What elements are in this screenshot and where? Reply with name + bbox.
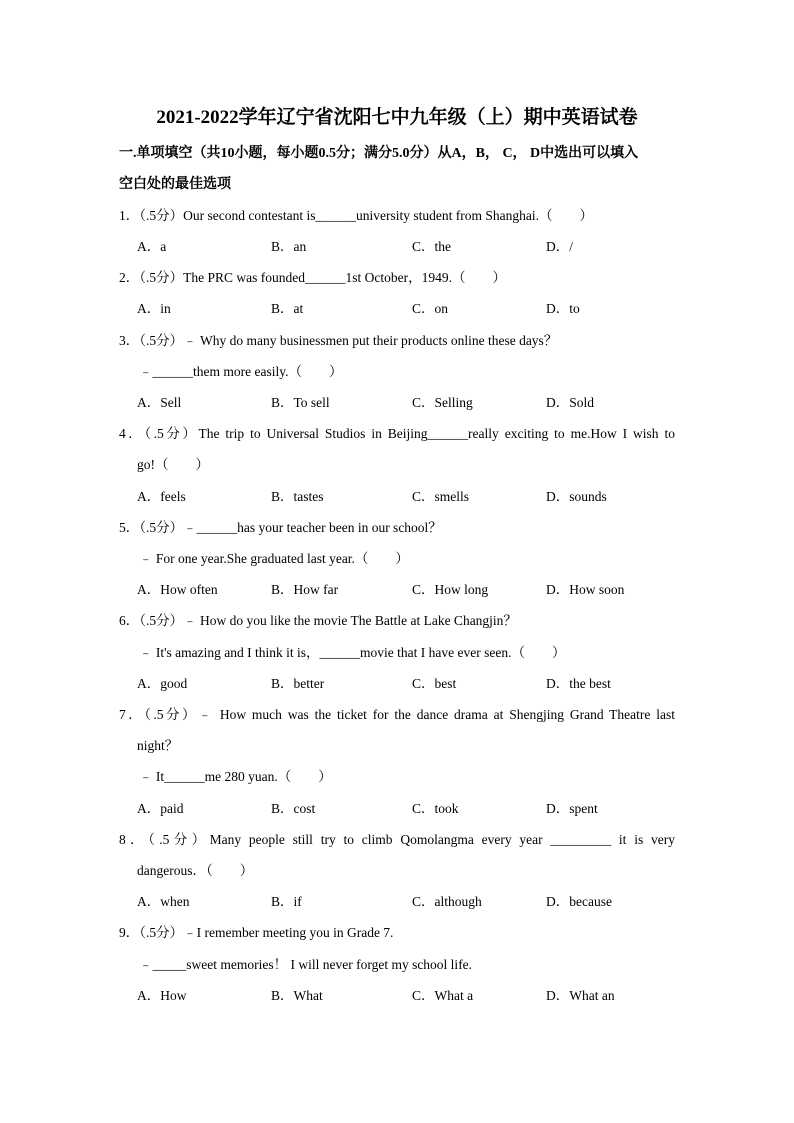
option-a: A．How bbox=[137, 988, 187, 1003]
option-a: A．a bbox=[137, 239, 167, 254]
option-c: C．best bbox=[412, 676, 457, 691]
option-b: B．if bbox=[271, 894, 302, 909]
option-b: B．What bbox=[271, 988, 323, 1003]
question-4-options bbox=[137, 481, 677, 512]
option-d: D．because bbox=[546, 894, 612, 909]
option-b: B．an bbox=[271, 239, 307, 254]
option-d: D．Sold bbox=[546, 395, 595, 410]
question-8-stem: 8．（.5分）Many people still try to climb Qomolangma every year _________ it is very bbox=[119, 832, 675, 847]
option-d: D．spent bbox=[546, 801, 598, 816]
option-a: A．good bbox=[137, 676, 188, 691]
question-1-options bbox=[137, 231, 677, 262]
option-b: B．To sell bbox=[271, 395, 330, 410]
question-4-stem: 4．（.5分）The trip to Universal Studios in Beijing______really exciting to me.How I wish to bbox=[119, 426, 675, 441]
question-9-options bbox=[137, 980, 677, 1011]
question-9-reply: ﹣_____sweet memories！ I will never forget my school life. bbox=[139, 957, 473, 972]
option-b: B．cost bbox=[271, 801, 316, 816]
option-c: C．although bbox=[412, 894, 482, 909]
question-5-reply: ﹣ For one year.She graduated last year.（ ） bbox=[139, 551, 409, 566]
option-b: B．tastes bbox=[271, 489, 324, 504]
option-a: A．when bbox=[137, 894, 190, 909]
question-7-reply: ﹣ It______me 280 yuan.（ ） bbox=[139, 769, 332, 784]
option-a: A．How often bbox=[137, 582, 218, 597]
option-b: B．How far bbox=[271, 582, 339, 597]
exam-title: 2021-2022学年辽宁省沈阳七中九年级（上）期中英语试卷 bbox=[156, 107, 638, 128]
question-3-options bbox=[137, 387, 677, 418]
question-4-stem-cont: go!（ ） bbox=[137, 457, 209, 472]
option-b: B．better bbox=[271, 676, 325, 691]
question-9-stem: 9．（.5分）﹣I remember meeting you in Grade 7. bbox=[119, 925, 394, 940]
option-d: D．/ bbox=[546, 239, 573, 254]
question-5-stem: 5．（.5分）﹣______has your teacher been in our school？ bbox=[119, 520, 442, 535]
question-5-options bbox=[137, 574, 677, 605]
option-c: C．smells bbox=[412, 489, 470, 504]
question-6-reply: ﹣ It's amazing and I think it is，______movie that I have ever seen.（ ） bbox=[139, 645, 566, 660]
option-b: B．at bbox=[271, 301, 304, 316]
question-2-stem: 2．（.5分）The PRC was founded______1st October，1949.（ ） bbox=[119, 270, 506, 285]
option-d: D．to bbox=[546, 301, 580, 316]
question-1-stem: 1．（.5分）Our second contestant is______university student from Shanghai.（ ） bbox=[119, 208, 593, 223]
option-a: A．feels bbox=[137, 489, 186, 504]
question-7-stem-cont: night？ bbox=[137, 738, 179, 753]
section-heading-line-2: 空白处的最佳选项 bbox=[119, 177, 231, 192]
option-c: C．on bbox=[412, 301, 449, 316]
section-heading-line-1: 一.单项填空（共10小题，每小题0.5分；满分5.0分）从A，B， C， D中选出可以填入 bbox=[119, 146, 639, 161]
option-d: D．What an bbox=[546, 988, 615, 1003]
option-c: C．took bbox=[412, 801, 459, 816]
question-3-stem: 3．（.5分）﹣ Why do many businessmen put their products online these days？ bbox=[119, 333, 558, 348]
question-2-options bbox=[137, 293, 677, 324]
question-3-reply: ﹣______them more easily.（ ） bbox=[139, 364, 343, 379]
option-d: D．How soon bbox=[546, 582, 625, 597]
option-d: D．sounds bbox=[546, 489, 607, 504]
option-c: C．What a bbox=[412, 988, 474, 1003]
question-6-stem: 6．（.5分）﹣ How do you like the movie The Battle at Lake Changjin？ bbox=[119, 613, 517, 628]
question-8-options bbox=[137, 886, 677, 917]
question-8-stem-cont: dangerous．（ ） bbox=[137, 863, 254, 878]
question-7-stem: 7．（.5分）﹣ How much was the ticket for the dance drama at Shengjing Grand Theatre last bbox=[119, 707, 675, 722]
question-7-options bbox=[137, 793, 677, 824]
option-c: C．How long bbox=[412, 582, 489, 597]
option-a: A．in bbox=[137, 301, 171, 316]
question-6-options bbox=[137, 668, 677, 699]
option-c: C．Selling bbox=[412, 395, 473, 410]
option-d: D．the best bbox=[546, 676, 611, 691]
option-a: A．paid bbox=[137, 801, 184, 816]
option-a: A．Sell bbox=[137, 395, 182, 410]
option-c: C．the bbox=[412, 239, 451, 254]
